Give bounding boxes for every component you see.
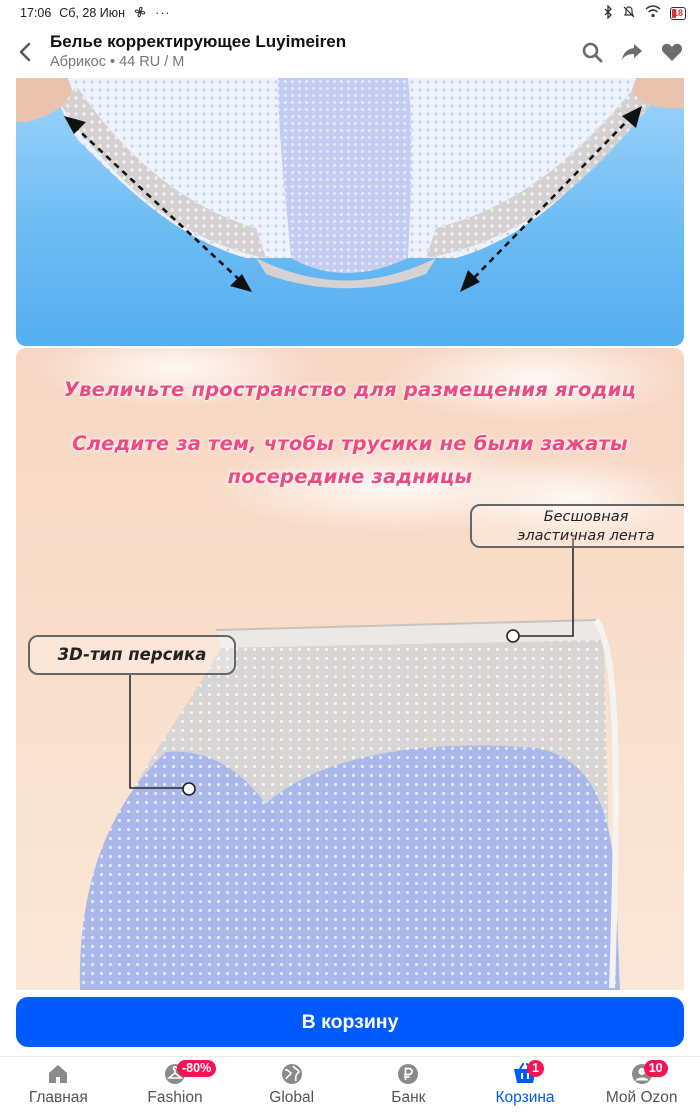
globe-icon [281, 1063, 303, 1085]
nav-item-home[interactable] [0, 1057, 117, 1120]
nav-item-bank[interactable] [350, 1057, 467, 1120]
fashion-badge: -80% [177, 1060, 216, 1077]
nav-label-home: Главная [28, 1089, 88, 1106]
callout-seamless-line1: Бесшовная [543, 509, 629, 525]
nav-item-fashion[interactable] [117, 1057, 234, 1120]
share-button[interactable] [620, 40, 644, 64]
promo-headline-1: Увеличьте пространство для размещения ягодиц [63, 378, 637, 401]
product-image-stretch[interactable] [16, 78, 684, 346]
status-date: Сб, 28 Июн [59, 6, 126, 20]
callout-seamless-line2: эластичная лента [517, 528, 655, 544]
more-icon: ··· [155, 6, 171, 20]
home-icon [47, 1063, 69, 1085]
page-title: Белье корректирующее Luyimeiren [50, 32, 347, 51]
status-bar [0, 0, 700, 26]
battery-level: 18 [672, 7, 683, 18]
bottom-navigation [0, 1056, 700, 1120]
status-time: 17:06 [20, 6, 52, 20]
wifi-icon [645, 5, 661, 21]
callout-3d-peach [28, 635, 236, 675]
heart-icon [661, 42, 683, 62]
promo-headline-3: посередине задницы [227, 465, 473, 488]
chevron-left-icon [19, 42, 31, 62]
nav-label-global: Global [269, 1089, 315, 1106]
product-photo-1 [16, 78, 684, 346]
fan-icon [133, 5, 147, 22]
nav-label-fashion: Fashion [147, 1089, 203, 1106]
share-arrow-icon [621, 42, 643, 62]
nav-item-profile[interactable] [583, 1057, 700, 1120]
add-to-cart-button[interactable]: В корзину [16, 997, 684, 1047]
callout-seamless-band [470, 504, 684, 548]
nav-item-cart[interactable] [467, 1057, 584, 1120]
nav-label-bank: Банк [391, 1089, 426, 1106]
page-subtitle: Абрикос • 44 RU / M [50, 54, 185, 70]
ruble-icon [397, 1063, 419, 1085]
cart-badge: 1 [527, 1060, 544, 1077]
nav-label-cart: Корзина [495, 1089, 555, 1106]
bluetooth-icon [603, 5, 613, 22]
app-header [0, 26, 700, 78]
search-button[interactable] [580, 40, 604, 64]
product-image-3d[interactable] [16, 348, 684, 990]
back-button[interactable] [0, 26, 50, 78]
profile-badge: 10 [644, 1060, 668, 1077]
battery-indicator [670, 7, 686, 20]
mute-bell-icon [622, 5, 636, 22]
callout-3d-peach-label: 3D-тип персика [57, 645, 207, 664]
promo-headline-2: Следите за тем, чтобы трусики не были зажаты [72, 432, 628, 455]
nav-label-profile: Мой Ozon [605, 1089, 678, 1106]
search-icon [582, 42, 603, 63]
favorite-button[interactable] [660, 40, 684, 64]
nav-item-global[interactable] [233, 1057, 350, 1120]
